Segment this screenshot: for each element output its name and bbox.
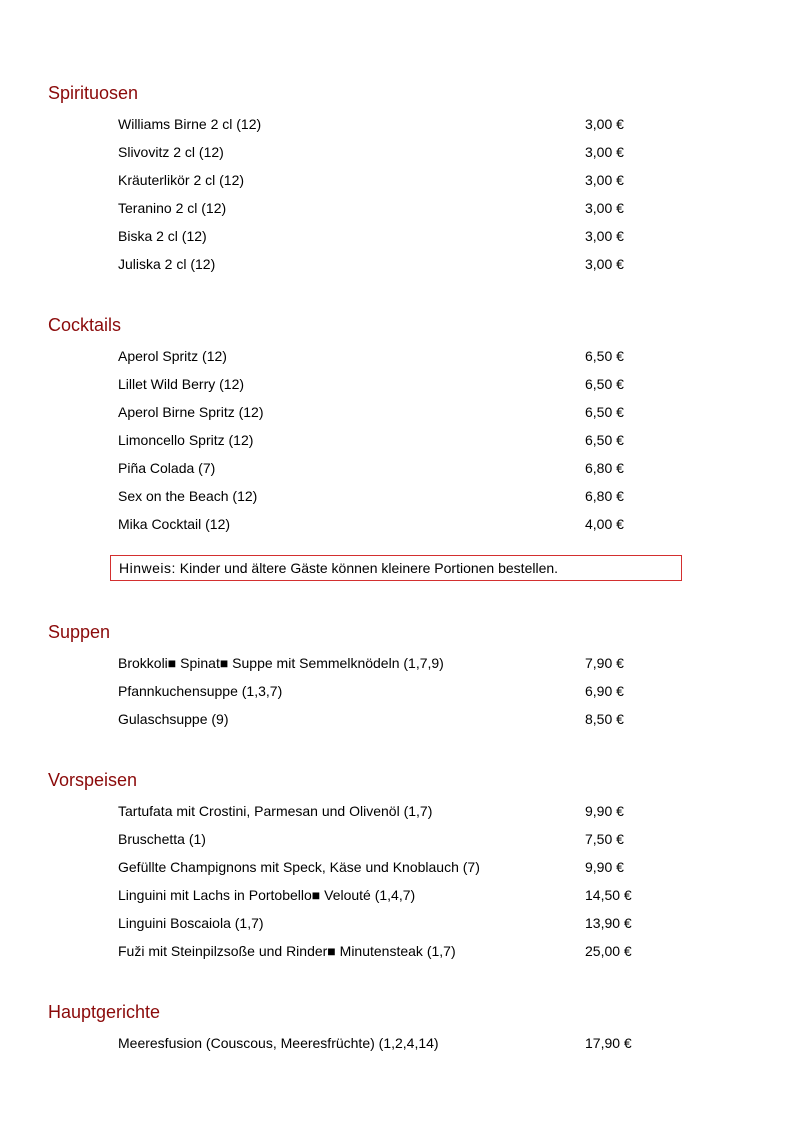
item-price: 9,90 € — [585, 859, 624, 875]
item-price: 13,90 € — [585, 915, 632, 931]
item-name: Fuži mit Steinpilzsoße und Rinder■ Minutensteak (1,7) — [118, 943, 456, 959]
menu-item — [0, 342, 793, 370]
menu-item — [0, 426, 793, 454]
item-name: Pfannkuchensuppe (1,3,7) — [118, 683, 283, 699]
item-price: 8,50 € — [585, 711, 624, 727]
menu-item-list — [0, 342, 793, 538]
menu-item — [0, 677, 793, 705]
notice-box — [110, 555, 682, 581]
item-price: 6,50 € — [585, 348, 624, 364]
item-name: Mika Cocktail (12) — [118, 516, 231, 532]
item-name: Aperol Spritz (12) — [118, 348, 227, 364]
item-price: 3,00 € — [585, 116, 624, 132]
item-price: 3,00 € — [585, 144, 624, 160]
section-title: Cocktails — [48, 315, 122, 335]
item-price: 25,00 € — [585, 943, 632, 959]
item-price: 14,50 € — [585, 887, 632, 903]
notice-text: Kinder und ältere Gäste können kleinere Portionen bestellen. — [179, 560, 559, 576]
item-price: 6,80 € — [585, 460, 624, 476]
item-price: 7,50 € — [585, 831, 624, 847]
menu-item — [0, 138, 793, 166]
item-name: Aperol Birne Spritz (12) — [118, 404, 264, 420]
menu-item — [0, 937, 793, 965]
item-name: Limoncello Spritz (12) — [118, 432, 254, 448]
menu-item — [0, 370, 793, 398]
menu-item — [0, 454, 793, 482]
item-name: Teranino 2 cl (12) — [118, 200, 227, 216]
section-title: Vorspeisen — [48, 770, 138, 790]
section-title: Hauptgerichte — [48, 1002, 161, 1022]
item-name: Bruschetta (1) — [118, 831, 206, 847]
item-name: Gulaschsuppe (9) — [118, 711, 229, 727]
item-name: Tartufata mit Crostini, Parmesan und Olivenöl (1,7) — [118, 803, 433, 819]
item-name: Juliska 2 cl (12) — [118, 256, 216, 272]
item-name: Piña Colada (7) — [118, 460, 216, 476]
menu-item-list — [0, 649, 793, 733]
menu-item — [0, 398, 793, 426]
item-price: 3,00 € — [585, 228, 624, 244]
item-price: 3,00 € — [585, 200, 624, 216]
menu-item — [0, 909, 793, 937]
item-price: 17,90 € — [585, 1035, 632, 1051]
menu-item — [0, 510, 793, 538]
menu-item — [0, 797, 793, 825]
section-title: Suppen — [48, 622, 111, 642]
item-name: Williams Birne 2 cl (12) — [118, 116, 262, 132]
item-name: Linguini Boscaiola (1,7) — [118, 915, 264, 931]
menu-item — [0, 705, 793, 733]
menu-item — [0, 166, 793, 194]
item-price: 9,90 € — [585, 803, 624, 819]
item-price: 6,50 € — [585, 404, 624, 420]
menu-item — [0, 194, 793, 222]
item-name: Sex on the Beach (12) — [118, 488, 258, 504]
menu-item — [0, 250, 793, 278]
item-name: Gefüllte Champignons mit Speck, Käse und Knoblauch (7) — [118, 859, 480, 875]
item-price: 4,00 € — [585, 516, 624, 532]
item-price: 3,00 € — [585, 172, 624, 188]
item-price: 6,90 € — [585, 683, 624, 699]
notice-label: Hinweis: — [119, 560, 176, 576]
item-price: 6,50 € — [585, 432, 624, 448]
menu-item-list — [0, 797, 793, 965]
menu-item — [0, 1029, 793, 1057]
menu-item — [0, 482, 793, 510]
item-name: Linguini mit Lachs in Portobello■ Velouté (1,4,7) — [118, 887, 416, 903]
item-price: 3,00 € — [585, 256, 624, 272]
item-price: 6,50 € — [585, 376, 624, 392]
item-price: 6,80 € — [585, 488, 624, 504]
item-name: Kräuterlikör 2 cl (12) — [118, 172, 245, 188]
item-price: 7,90 € — [585, 655, 624, 671]
menu-item — [0, 222, 793, 250]
menu-item — [0, 110, 793, 138]
item-name: Slivovitz 2 cl (12) — [118, 144, 224, 160]
menu-item — [0, 881, 793, 909]
item-name: Biska 2 cl (12) — [118, 228, 207, 244]
section-title: Spirituosen — [48, 83, 139, 103]
menu-item — [0, 825, 793, 853]
menu-item-list — [0, 1029, 793, 1057]
item-name: Meeresfusion (Couscous, Meeresfrüchte) (1,2,4,14) — [118, 1035, 439, 1051]
menu-item — [0, 853, 793, 881]
menu-item — [0, 649, 793, 677]
menu-item-list — [0, 110, 793, 278]
item-name: Brokkoli■ Spinat■ Suppe mit Semmelknödeln (1,7,9) — [118, 655, 444, 671]
item-name: Lillet Wild Berry (12) — [118, 376, 245, 392]
